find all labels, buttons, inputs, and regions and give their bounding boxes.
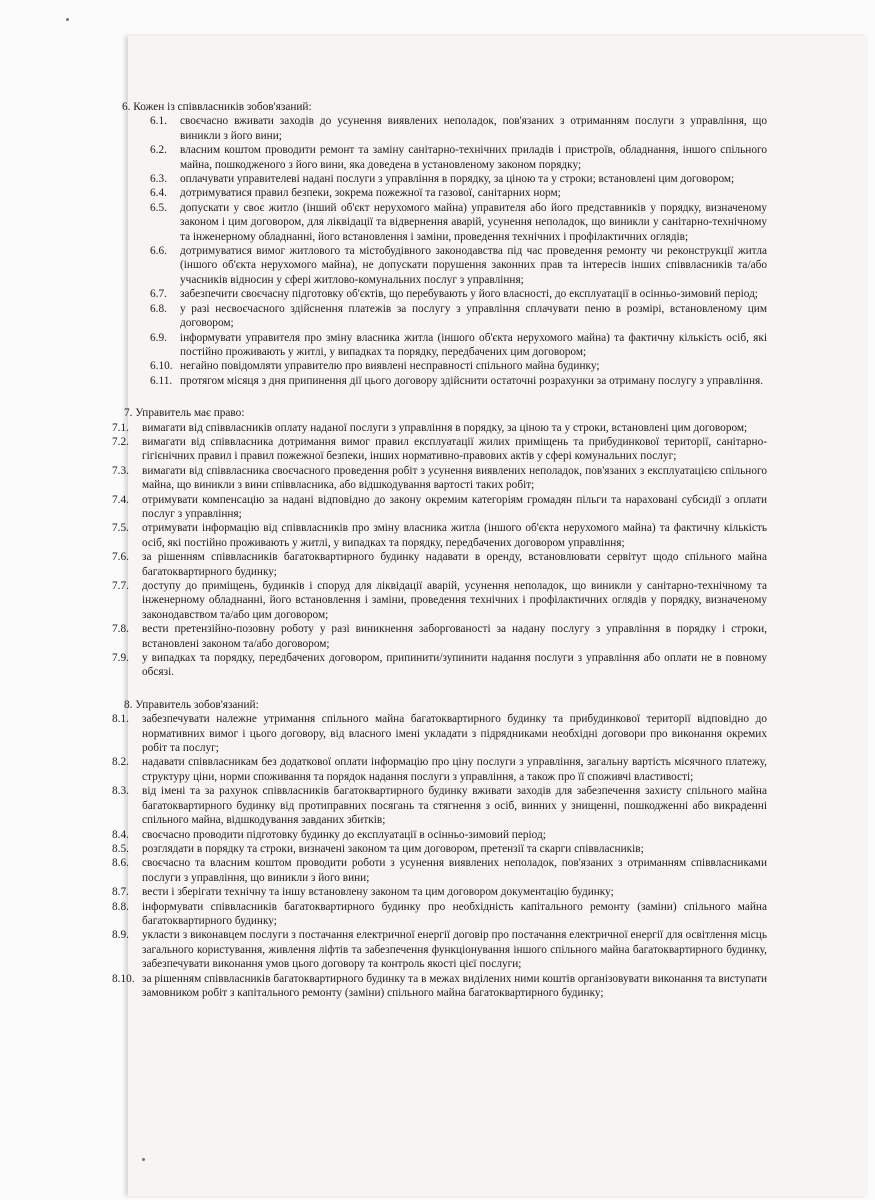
clause-number: 8.8. (112, 900, 129, 913)
clause-item (112, 359, 767, 373)
clause-number: 6.5. (150, 201, 167, 214)
clause-item (112, 842, 767, 856)
clause-list (112, 421, 767, 680)
scan-speck (66, 18, 69, 21)
section-6 (112, 100, 767, 388)
clause-item (112, 143, 767, 172)
clause-number: 6.9. (150, 331, 167, 344)
clause-item (112, 186, 767, 200)
clause-item (112, 928, 767, 971)
clause-text: своєчасно вживати заходів до усунення виявлених неполадок, пов'язаних з отриманням послуги з управління, що виникли з його вини; (180, 115, 767, 142)
clause-text: у випадках та порядку, передбачених договором, припинити/зупинити надання послуги з управління або оплати не в повному обсязі. (142, 652, 767, 679)
clause-item (112, 828, 767, 842)
clause-text: допускати у своє житло (інший об'єкт нерухомого майна) управителя або його представників у порядку, визначеному законом і цим договором, для ліквідації та відвернення аварій, усунення неполадок, що виникли у санітарно-технічному та інженерному обладнанні, його встановлення і заміни, проведення технічних і профілактичних оглядів; (180, 201, 767, 243)
clause-number: 8.10. (112, 972, 135, 985)
section-8 (112, 698, 767, 1001)
clause-item (112, 493, 767, 522)
clause-number: 8.6. (112, 857, 129, 870)
clause-text: отримувати інформацію від співвласників про зміну власника житла (іншого об'єкта нерухомого майна) та фактичну кількість осіб, які постійно проживають у житлі, у випадках та порядку, передбачених договором управління; (142, 522, 767, 549)
section-heading: 8. Управитель зобов'язаний: (124, 698, 259, 711)
clause-text: вести і зберігати технічну та іншу встановлену законом та цим договором документацію будинку; (142, 886, 614, 899)
clause-number: 8.1. (112, 713, 129, 726)
clause-text: розглядати в порядку та строки, визначені законом та цим договором, претензії та скарги співвласників; (142, 842, 644, 855)
clause-text: забезпечувати належне утримання спільного майна багатоквартирного будинку та прибудинкової території відповідно до нормативних вимог і цього договору, від власного імені укладати з підрядниками необхідні договори про виконання окремих робіт та послуг; (142, 713, 767, 755)
clause-number: 8.2. (112, 756, 129, 769)
clause-text: власним коштом проводити ремонт та заміну санітарно-технічних приладів і пристроїв, обладнання, іншого спільного майна, пошкодженого з його вини, яка доведена в установленому законом порядку; (180, 144, 767, 171)
clause-item (112, 201, 767, 244)
clause-text: у разі несвоєчасного здійснення платежів за послугу з управління сплачувати пеню в розмірі, встановленому цим договором; (180, 302, 767, 330)
clause-text: отримувати компенсацію за надані відповідно до закону окремим категоріям громадян пільги та нараховані субсидії з оплати послуг з управління; (142, 493, 767, 520)
clause-text: своєчасно проводити підготовку будинку до експлуатації в осінньо-зимовий період; (142, 828, 546, 841)
clause-text: за рішенням співвласників багатоквартирного будинку та в межах виділених ними коштів організовувати виконання та виступати замовником робіт з капітального ремонту (заміни) спільного майна багатоквартирного будинку; (142, 972, 767, 999)
clause-item (112, 374, 767, 388)
clause-number: 6.4. (150, 187, 167, 200)
clause-number: 7.5. (112, 522, 129, 535)
clause-item (112, 972, 767, 1001)
clause-number: 6.8. (150, 302, 167, 315)
clause-item (112, 464, 767, 493)
clause-text: надавати співвласникам без додаткової оплати інформацію про ціну послуги з управління, загальну вартість місячного платежу, структуру ціни, норми споживання та порядок надання послуги з управління, а також про її споживчі властивості; (142, 756, 767, 783)
clause-number: 8.3. (112, 785, 129, 798)
clause-text: інформувати управителя про зміну власника житла (іншого об'єкта нерухомого майна) та фактичну кількість осіб, які постійно проживають у житлі, у випадках та порядку, передбачених цим договором; (180, 331, 767, 358)
clause-text: негайно повідомляти управителю про виявлені несправності спільного майна будинку; (180, 360, 600, 373)
clause-number: 8.9. (112, 929, 129, 942)
clause-item (112, 755, 767, 784)
clause-number: 6.6. (150, 245, 167, 258)
clause-number: 7.7. (112, 580, 129, 592)
clause-text: вимагати від співвласника дотримання вимог правил експлуатації жилих приміщень та прибудинкової території, санітарно-гігієнічних правил і правил пожежної безпеки, інших нормативно-правових актів у сфері комунальних послуг; (142, 435, 767, 463)
clause-text: за рішенням співвласників багатоквартирного будинку надавати в оренду, встановлювати сервітут щодо спільного майна багатоквартирного будинку; (142, 551, 767, 578)
clause-item (112, 550, 767, 579)
clause-item (112, 435, 767, 464)
clause-item (112, 900, 767, 929)
clause-text: вимагати від співвласників оплату наданої послуги з управління в порядку, за ціною та у строки, встановлені цим договором; (142, 421, 748, 434)
clause-number: 6.10. (150, 360, 173, 373)
clause-number: 7.2. (112, 435, 129, 448)
clause-text: інформувати співвласників багатоквартирного будинку про необхідність капітального ремонту (заміни) спільного майна багатоквартирного будинку; (142, 900, 767, 927)
clause-text: доступу до приміщень, будинків і споруд для ліквідації аварій, усунення неполадок, що виникли у санітарно-технічному та інженерному обладнанні, його встановлення і заміни, проведення технічних і профілактичних оглядів у порядку, визначеному законодавством та/або цим договором; (142, 580, 767, 621)
section-7 (112, 406, 767, 680)
clause-text: забезпечити своєчасну підготовку об'єктів, що перебувають у його власності, до експлуатації в осінньо-зимовий період; (180, 288, 758, 301)
clause-number: 7.4. (112, 493, 129, 506)
clause-list (112, 712, 767, 1000)
clause-number: 7.1. (112, 421, 129, 434)
clause-item (112, 287, 767, 301)
clause-item (112, 579, 767, 622)
clause-text: вимагати від співвласника своєчасного проведення робіт з усунення виявлених неполадок, пов'язаних з експлуатацією спільного майна, що виникли з вини співвласника, або відшкодування вартості таких робіт; (142, 464, 767, 492)
clause-text: своєчасно та власним коштом проводити роботи з усунення виявлених неполадок, пов'язаних з отриманням співвласниками послуги з управління, що виникли з його вини; (142, 857, 767, 884)
clause-item (112, 302, 767, 331)
clause-number: 6.11. (150, 374, 173, 387)
clause-number: 6.2. (150, 144, 167, 157)
clause-number: 7.9. (112, 652, 129, 665)
document-page (112, 100, 767, 1000)
clause-number: 6.7. (150, 288, 167, 301)
clause-text: укласти з виконавцем послуги з постачання електричної енергії договір про постачання електричної енергії для освітлення місць загального користування, живлення ліфтів та забезпечення функціонування іншого спільного майна багатоквартирного будинку, забезпечувати виконання умов цього договору та контроль якості цієї послуги; (142, 929, 767, 971)
section-gap (112, 680, 767, 698)
section-heading: 7. Управитель має право: (124, 407, 245, 420)
scan-speck (142, 1158, 145, 1161)
clause-number: 6.1. (150, 115, 167, 128)
clause-item (112, 622, 767, 651)
section-heading: 6. Кожен із співвласників зобов'язаний: (122, 101, 312, 113)
clause-number: 8.5. (112, 842, 129, 855)
clause-item (112, 521, 767, 550)
clause-item (112, 421, 767, 435)
clause-item (112, 331, 767, 360)
clause-number: 6.3. (150, 173, 167, 186)
clause-text: дотримуватися правил безпеки, зокрема пожежної та газової, санітарних норм; (180, 187, 561, 200)
clause-text: від імені та за рахунок співвласників багатоквартирного будинку вживати заходів для забезпечення захисту спільного майна багатоквартирного будинку від протиправних посягань та стягнення з осіб, винних у знищенні, пошкодженні або викраденні спільного майна, відшкодування завданих збитків; (142, 785, 767, 827)
clause-item (112, 712, 767, 755)
clause-list (112, 114, 767, 388)
section-gap (112, 388, 767, 406)
clause-item (112, 784, 767, 827)
clause-text: оплачувати управителеві надані послуги з управління в порядку, за ціною та у строки; встановлені цим договором; (180, 173, 735, 186)
clause-item (112, 651, 767, 680)
clause-number: 7.6. (112, 551, 129, 564)
clause-text: протягом місяця з дня припинення дії цього договору здійснити остаточні розрахунки за отриману послугу з управління. (180, 374, 764, 387)
clause-item (112, 244, 767, 287)
clause-item (112, 856, 767, 885)
clause-text: вести претензійно-позовну роботу у разі виникнення заборгованості за надану послугу з управління в порядку і строки, встановлені законом та/або договором; (142, 623, 767, 650)
clause-number: 8.7. (112, 886, 129, 899)
clause-text: дотримуватися вимог житлового та містобудівного законодавства під час проведення ремонту чи реконструкції житла (іншого об'єкта нерухомого майна), не допускати порушення законних прав та інтересів інших співвласників та/або учасників відносин у сфері житлово-комунальних послуг з управління; (180, 245, 767, 286)
clause-number: 7.8. (112, 623, 129, 636)
clause-item (112, 114, 767, 143)
clause-number: 7.3. (112, 464, 129, 477)
clause-item (112, 172, 767, 186)
clause-number: 8.4. (112, 828, 129, 841)
clause-item (112, 885, 767, 899)
